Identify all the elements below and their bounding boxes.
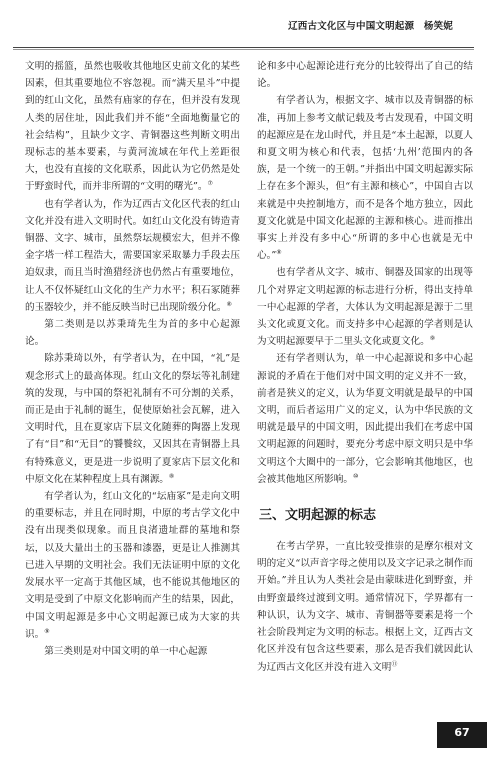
paragraph-text: 还有学者则认为，单一中心起源说和多中心起源说的矛盾在于他们对中国文明的定义并不一致，前者是狭义的定义，认为华夏文明就是最早的中国文明，而后者运用广义的定义，认为中华民族的文明就是最早的中国文明，因此提出我们在考虑中国文明起源的问题时，要充分考虑中原文明只是中华文明这个大圈中的一部分，它会影响其他地区，也会被其他地区所影响。 xyxy=(257,353,473,485)
paragraph-text: 也有学者从文字、城市、铜器及国家的出现等几个对界定文明起源的标志进行分析，得出支持单一中心起源的学者，大体认为文明起源是源于二里头文化或夏文化。而支持多中心起源的学者则是认为文明起源要早于二里头文化或夏文化。 xyxy=(257,267,473,348)
paragraph-text: 除苏秉琦以外，有学者认为，在中国，“礼”是观念形式上的最高体现。红山文化的祭坛等礼制建筑的发现，与中国的祭祀礼制有不可分割的关系，而正是由于礼制的诞生，促使原始社会瓦解，进入文明时代，且在夏家店下层文化随葬的陶器上发现了有“目”和“无目”的饕餮纹，又因其在青铜器上具有特殊意义，更是进一步说明了夏家店下层文化和中原文化在某种程度上具有渊源。 xyxy=(25,353,240,485)
body-paragraph xyxy=(25,58,240,196)
running-title: 辽西古文化区与中国文明起源 杨笑妮 xyxy=(288,21,453,32)
paragraph-text: 有学者认为，红山文化的“坛庙冢”是走向文明的重要标志，并且在同时期，中原的考古学文化中没有出现类似现象。而且良渚遗址群的墓地和祭坛，以及大量出土的玉器和漆器，更是让人推测其已进入早期的文明社会。我们无法证明中原的文化发展水平一定高于其他区域，也不能说其他地区的文明是受到了中原文化影响而产生的结果，因此，中国文明起源是多中心文明起源已成为大家的共识。 xyxy=(25,491,240,640)
body-paragraph xyxy=(257,58,473,92)
footnote-marker: ⑪ xyxy=(391,660,398,668)
body-paragraph xyxy=(257,538,473,676)
footnote-marker: ⑩ xyxy=(352,472,359,480)
footnote-marker: ⑧ xyxy=(168,472,175,480)
left-column xyxy=(25,58,240,748)
body-paragraph xyxy=(257,350,473,488)
footnote-marker: ⑧ xyxy=(226,300,232,308)
body-paragraph xyxy=(25,316,240,350)
paragraph-text: 文明的摇篮，虽然也吸收其他地区史前文化的某些因素，但其重要地位不容忽视。而“满天星斗”中提到的红山文化，虽然有庙家的存在，但并没有发现人类的居住址，因此我们并不能“全面地衡量它的社会结构”，且缺少文字、青铜器这些判断文明出现标志的基本要素，与黄河流域在年代上差距很大，也没有直接的文化联系，因此认为它仍然是处于野蛮时代，而并非所谓的“文明的曙光”。 xyxy=(25,61,240,193)
footnote-marker: ⑨ xyxy=(429,335,436,343)
body-paragraph xyxy=(257,264,473,350)
header-rule xyxy=(13,47,474,48)
body-paragraph xyxy=(25,350,240,488)
paragraph-text: 在考古学界，一直比较受推崇的是摩尔根对文明的定义“以声音字母之使用以及文字记录之制作而开始。”并且认为人类社会是由蒙昧进化到野蛮，并由野蛮最终过渡到文明。通常情况下，学界都有一种认识，认为文字、城市、青铜器等要素是将一个社会阶段判定为文明的标志。根据上文，辽西古文化区并没有包含这些要素，那么是否我们就因此认为辽西古文化区并没有进入文明 xyxy=(257,541,473,673)
footnote-marker: ⑨ xyxy=(44,627,50,635)
body-paragraph xyxy=(25,488,240,643)
paragraph-text: 第三类则是对中国文明的单一中心起源 xyxy=(44,645,208,657)
body-paragraph xyxy=(25,643,240,660)
paragraph-text: 也有学者认为，作为辽西古文化区代表的红山文化并没有进入文明时代。如红山文化没有铸造青铜器、文字、城市，虽然祭坛规模宏大，但并不像金字塔一样工程浩大，需要国家采取暴力手段去压迫奴隶，而且当时渔猎经济也仍然占有重要地位，让人不仅怀疑红山文化的生产力水平；积石冢随葬的玉器较少，并不能反映当时已出现阶级分化。 xyxy=(25,198,240,313)
section-heading: 三、文明起源的标志 xyxy=(259,508,377,524)
paragraph-text: 第二类则是以苏秉琦先生为首的多中心起源论。 xyxy=(25,319,240,348)
footnote-marker: ⑦ xyxy=(207,180,213,188)
footnote-marker: ⑧ xyxy=(276,249,282,257)
body-paragraph xyxy=(257,92,473,264)
page-header xyxy=(0,0,487,50)
body-paragraph xyxy=(25,196,240,316)
right-column xyxy=(257,58,473,708)
paragraph-text: 有学者认为，根据文字、城市以及青铜器的标准，再加上参考文献记载及考古发现看，中国文明的起源应是在龙山时代，并且是“本土起源，以夏人和夏文明为核心和代表，包括‘九州’范围内的各族，是一个统一的王朝。”并指出中国文明起源实际上存在多个源头，但“有主源和核心”，中国自古以来就是中央控制地方，而不是各个地方独立，因此夏文化就是中国文化起源的主源和核心。进而推出事实上并没有多中心“所谓的多中心也就是无中心。” xyxy=(257,95,473,262)
paragraph-text: 论和多中心起源论进行充分的比较得出了自己的结论。 xyxy=(257,61,473,90)
header-rule-thin xyxy=(13,49,474,50)
page-number: 67 xyxy=(454,726,470,739)
